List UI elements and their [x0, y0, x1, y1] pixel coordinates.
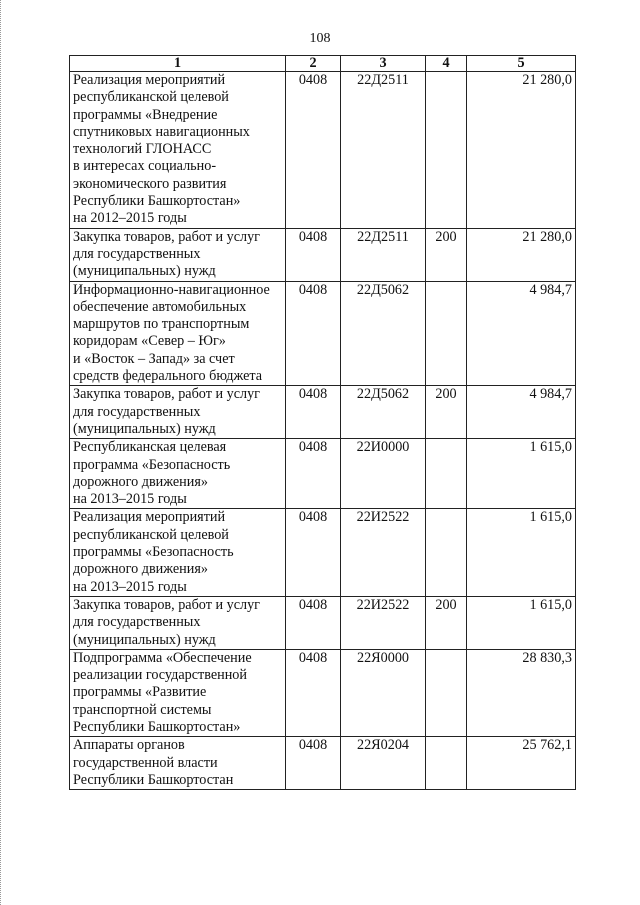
table-row	[70, 439, 576, 509]
table-row	[70, 72, 576, 229]
row-name-line: коридорам «Север – Юг»	[73, 333, 226, 350]
row-name-line: маршрутов по транспортным	[73, 316, 250, 333]
table-body	[70, 72, 576, 790]
target-code-cell: 22И2522	[341, 509, 426, 596]
header-col-5: 5	[467, 56, 576, 72]
table-row	[70, 737, 576, 790]
row-name-cell	[70, 737, 286, 790]
row-name-line: на 2013–2015 годы	[73, 491, 187, 508]
row-name-line: на 2012–2015 годы	[73, 210, 187, 227]
header-col-3: 3	[341, 56, 426, 72]
expense-type-cell	[426, 281, 467, 386]
row-name-line: дорожного движения»	[73, 473, 208, 490]
row-name-line: Республики Башкортостан»	[73, 718, 241, 735]
amount-cell: 28 830,3	[467, 649, 576, 736]
section-code-cell: 0408	[286, 596, 341, 649]
scan-edge	[0, 0, 3, 905]
row-name-line: обеспечение автомобильных	[73, 298, 247, 315]
section-code-cell: 0408	[286, 386, 341, 439]
amount-cell: 4 984,7	[467, 281, 576, 386]
row-name-line: Подпрограмма «Обеспечение	[73, 649, 252, 666]
row-name-cell	[70, 649, 286, 736]
row-name-line: Аппараты органов	[73, 737, 185, 754]
budget-table	[69, 55, 576, 790]
row-name-line: (муниципальных) нужд	[73, 420, 216, 437]
row-name-line: Информационно-навигационное	[73, 281, 270, 298]
table-row	[70, 649, 576, 736]
row-name-line: транспортной системы	[73, 701, 212, 718]
section-code-cell: 0408	[286, 509, 341, 596]
header-row	[70, 56, 576, 72]
row-name-line: программы «Внедрение	[73, 106, 218, 123]
row-name-line: Реализация мероприятий	[73, 509, 226, 526]
amount-cell: 21 280,0	[467, 228, 576, 281]
table-row	[70, 596, 576, 649]
table-row	[70, 228, 576, 281]
row-name-line: дорожного движения»	[73, 561, 208, 578]
row-name-line: спутниковых навигационных	[73, 123, 250, 140]
table-row	[70, 281, 576, 386]
target-code-cell: 22Д5062	[341, 281, 426, 386]
section-code-cell: 0408	[286, 72, 341, 229]
row-name-line: и «Восток – Запад» за счет	[73, 350, 235, 367]
row-name-line: Закупка товаров, работ и услуг	[73, 386, 260, 403]
row-name-line: Закупка товаров, работ и услуг	[73, 596, 260, 613]
amount-cell: 1 615,0	[467, 509, 576, 596]
row-name-line: программы «Безопасность	[73, 544, 234, 561]
header-col-4: 4	[426, 56, 467, 72]
section-code-cell: 0408	[286, 649, 341, 736]
expense-type-cell: 200	[426, 596, 467, 649]
row-name-line: Закупка товаров, работ и услуг	[73, 228, 260, 245]
row-name-line: для государственных	[73, 403, 201, 420]
amount-cell: 4 984,7	[467, 386, 576, 439]
table-row	[70, 386, 576, 439]
page-number: 108	[309, 31, 331, 46]
expense-type-cell	[426, 439, 467, 509]
row-name-cell	[70, 439, 286, 509]
section-code-cell: 0408	[286, 737, 341, 790]
expense-type-cell	[426, 509, 467, 596]
row-name-line: средств федерального бюджета	[73, 368, 263, 385]
amount-cell: 21 280,0	[467, 72, 576, 229]
target-code-cell: 22Д2511	[341, 228, 426, 281]
target-code-cell: 22Я0000	[341, 649, 426, 736]
amount-cell: 1 615,0	[467, 596, 576, 649]
amount-cell: 1 615,0	[467, 439, 576, 509]
row-name-line: технологий ГЛОНАСС	[73, 141, 212, 158]
section-code-cell: 0408	[286, 228, 341, 281]
row-name-line: Республики Башкортостан»	[73, 193, 241, 210]
row-name-cell	[70, 509, 286, 596]
row-name-line: программы «Развитие	[73, 684, 207, 701]
target-code-cell: 22Д5062	[341, 386, 426, 439]
expense-type-cell	[426, 649, 467, 736]
row-name-line: государственной власти	[73, 754, 218, 771]
row-name-line: Реализация мероприятий	[73, 72, 226, 88]
amount-cell: 25 762,1	[467, 737, 576, 790]
row-name-line: экономического развития	[73, 175, 227, 192]
expense-type-cell	[426, 72, 467, 229]
table-row	[70, 509, 576, 596]
expense-type-cell: 200	[426, 386, 467, 439]
header-col-1: 1	[70, 56, 286, 72]
row-name-line: Республики Башкортостан	[73, 771, 234, 788]
target-code-cell: 22Д2511	[341, 72, 426, 229]
row-name-line: в интересах социально-	[73, 158, 217, 175]
row-name-line: (муниципальных) нужд	[73, 631, 216, 648]
target-code-cell: 22И0000	[341, 439, 426, 509]
row-name-cell	[70, 281, 286, 386]
expense-type-cell	[426, 737, 467, 790]
row-name-line: для государственных	[73, 245, 201, 262]
row-name-cell	[70, 386, 286, 439]
row-name-line: для государственных	[73, 614, 201, 631]
row-name-line: республиканской целевой	[73, 89, 229, 106]
section-code-cell: 0408	[286, 439, 341, 509]
row-name-line: (муниципальных) нужд	[73, 263, 216, 280]
row-name-line: программа «Безопасность	[73, 456, 231, 473]
header-col-2: 2	[286, 56, 341, 72]
row-name-line: республиканской целевой	[73, 526, 229, 543]
row-name-cell	[70, 228, 286, 281]
row-name-line: Республиканская целевая	[73, 439, 227, 456]
section-code-cell: 0408	[286, 281, 341, 386]
target-code-cell: 22Я0204	[341, 737, 426, 790]
target-code-cell: 22И2522	[341, 596, 426, 649]
row-name-cell	[70, 596, 286, 649]
row-name-cell	[70, 72, 286, 229]
expense-type-cell: 200	[426, 228, 467, 281]
row-name-line: на 2013–2015 годы	[73, 578, 187, 595]
row-name-line: реализации государственной	[73, 667, 247, 684]
